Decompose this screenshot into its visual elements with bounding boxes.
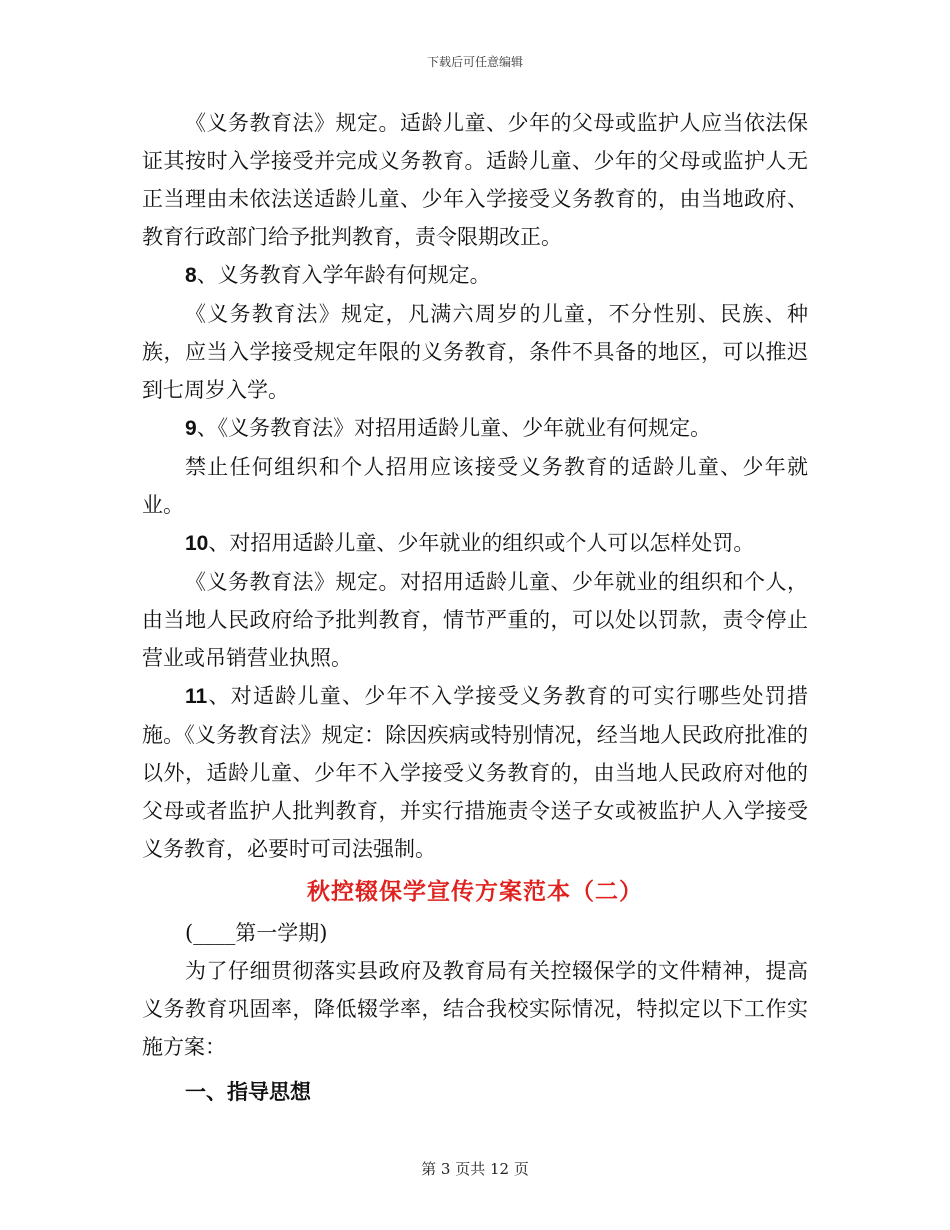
answer-10: 《义务教育法》规定。对招用适龄儿童、少年就业的组织和个人，由当地人民政府给予批判教育，情节严重的，可以处以罚款，责令停止营业或吊销营业执照。: [142, 570, 808, 670]
answer-9: 禁止任何组织和个人招用应该接受义务教育的适龄儿童、少年就业。: [142, 455, 808, 517]
heading-guiding-ideology: 一、指导思想: [185, 1079, 311, 1104]
question-number: 10: [185, 532, 209, 555]
paragraph-law-provision: 《义务教育法》规定。适龄儿童、少年的父母或监护人应当依法保证其按时入学接受并完成义务教育。适龄儿童、少年的父母或监护人无正当理由未依法送适龄儿童、少年入学接受义务教育的，由当地政府、教育行政部门给予批判教育，责令限期改正。: [142, 111, 808, 249]
question-text: 、《义务教育法》对招用适龄儿童、少年就业有何规定。: [196, 416, 712, 440]
question-number: 9: [185, 417, 197, 440]
question-11: [142, 677, 808, 868]
document-body: [142, 104, 808, 1114]
question-10: [142, 524, 808, 563]
semester-line: (____第一学期): [185, 921, 328, 945]
question-number: 8: [185, 264, 197, 287]
page-footer: 第 3 页共 12 页: [421, 1160, 529, 1178]
answer-8: 《义务教育法》规定，凡满六周岁的儿童，不分性别、民族、种族，应当入学接受规定年限的义务教育，条件不具备的地区，可以推迟到七周岁入学。: [142, 302, 808, 402]
question-text: 、对适龄儿童、少年不入学接受义务教育的可实行哪些处罚措施。《义务教育法》规定：除因疾病或特别情况，经当地人民政府批准的以外，适龄儿童、少年不入学接受义务教育的，由当地人民政府对他的父母或者监护人批判教育，并实行措施责令送子女或被监护人入学接受义务教育，必要时可司法强制。: [142, 684, 808, 861]
question-text: 、对招用适龄儿童、少年就业的组织或个人可以怎样处罚。: [208, 531, 755, 555]
question-8: [142, 256, 808, 295]
question-number: 11: [185, 685, 208, 708]
intro-paragraph: 为了仔细贯彻落实县政府及教育局有关控辍保学的文件精神，提高义务教育巩固率，降低辍学率，结合我校实际情况，特拟定以下工作实施方案：: [142, 959, 808, 1059]
header-note: 下载后可任意编辑: [426, 55, 523, 69]
question-text: 、义务教育入学年龄有何规定。: [196, 263, 491, 287]
question-9: [142, 409, 808, 448]
section-title: 秋控辍保学宣传方案范本（二）: [307, 878, 643, 905]
